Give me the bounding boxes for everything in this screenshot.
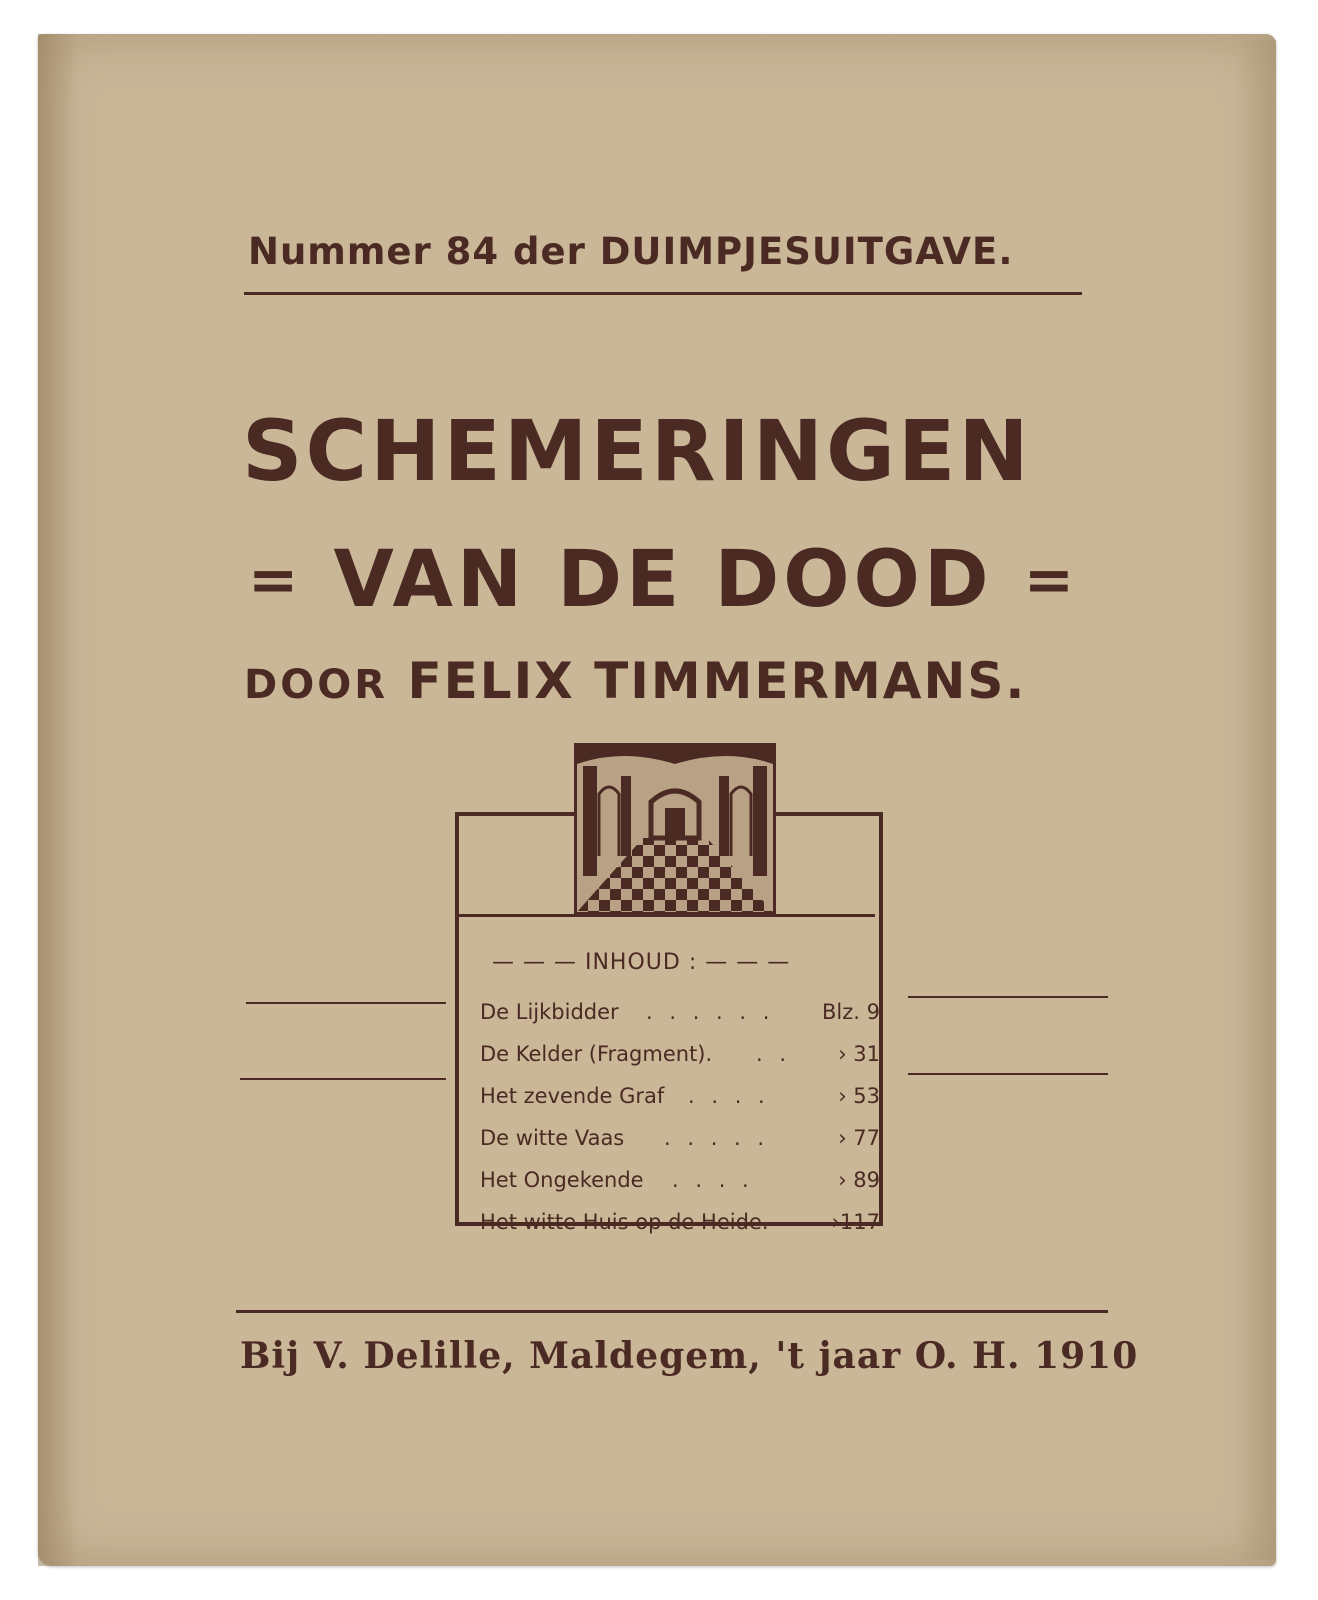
toc-dots: . . . . . . xyxy=(646,1000,775,1024)
toc-title: De Kelder (Fragment). xyxy=(480,1042,713,1066)
side-rule-left-upper xyxy=(246,1002,446,1004)
frame-top-left xyxy=(455,812,577,816)
bottom-rule xyxy=(236,1310,1108,1313)
cloister-image xyxy=(577,746,773,912)
author-name: FELIX TIMMERMANS. xyxy=(407,652,1027,710)
spine-edge xyxy=(38,34,78,1566)
series-line: Nummer 84 der DUIMPJESUITGAVE. xyxy=(248,230,1014,273)
title-dash-right: = xyxy=(1023,545,1079,615)
author-prefix: DOOR xyxy=(244,662,389,708)
toc-title: De Lijkbidder xyxy=(480,1000,619,1024)
top-rule xyxy=(244,292,1082,295)
woodcut-illustration xyxy=(574,743,776,915)
contents-heading: — — — INHOUD : — — — xyxy=(492,950,791,975)
author-line xyxy=(244,652,1026,710)
title-line-1: SCHEMERINGEN xyxy=(242,402,1032,500)
toc-page: ›117 xyxy=(831,1210,880,1234)
toc-dots: . . . . xyxy=(672,1168,754,1192)
toc-title: Het Ongekende xyxy=(480,1168,644,1192)
toc-page: › 53 xyxy=(838,1084,880,1108)
side-rule-right-lower xyxy=(908,1073,1108,1075)
toc-title: Het witte Huis op de Heide. xyxy=(480,1210,769,1234)
page-edge xyxy=(1236,40,1276,1560)
title-line-2-text: VAN DE DOOD xyxy=(333,535,993,625)
side-rule-right-upper xyxy=(908,996,1108,998)
toc-page: Blz. 9 xyxy=(822,1000,880,1024)
toc-dots: . . . . xyxy=(688,1084,770,1108)
toc-title: Het zevende Graf xyxy=(480,1084,665,1108)
toc-page: › 89 xyxy=(838,1168,880,1192)
toc-page: › 31 xyxy=(838,1042,880,1066)
title-line-2 xyxy=(248,535,1078,625)
toc-title: De witte Vaas xyxy=(480,1126,625,1150)
title-dash-left: = xyxy=(248,545,303,615)
side-rule-left-lower xyxy=(240,1078,446,1080)
publisher-imprint: Bij V. Delille, Maldegem, 't jaar O. H. 1910 xyxy=(240,1335,1139,1377)
frame-top-right xyxy=(768,812,879,816)
toc-dots: . . xyxy=(756,1042,792,1066)
toc-dots: . . . . . xyxy=(664,1126,770,1150)
toc-page: › 77 xyxy=(838,1126,880,1150)
